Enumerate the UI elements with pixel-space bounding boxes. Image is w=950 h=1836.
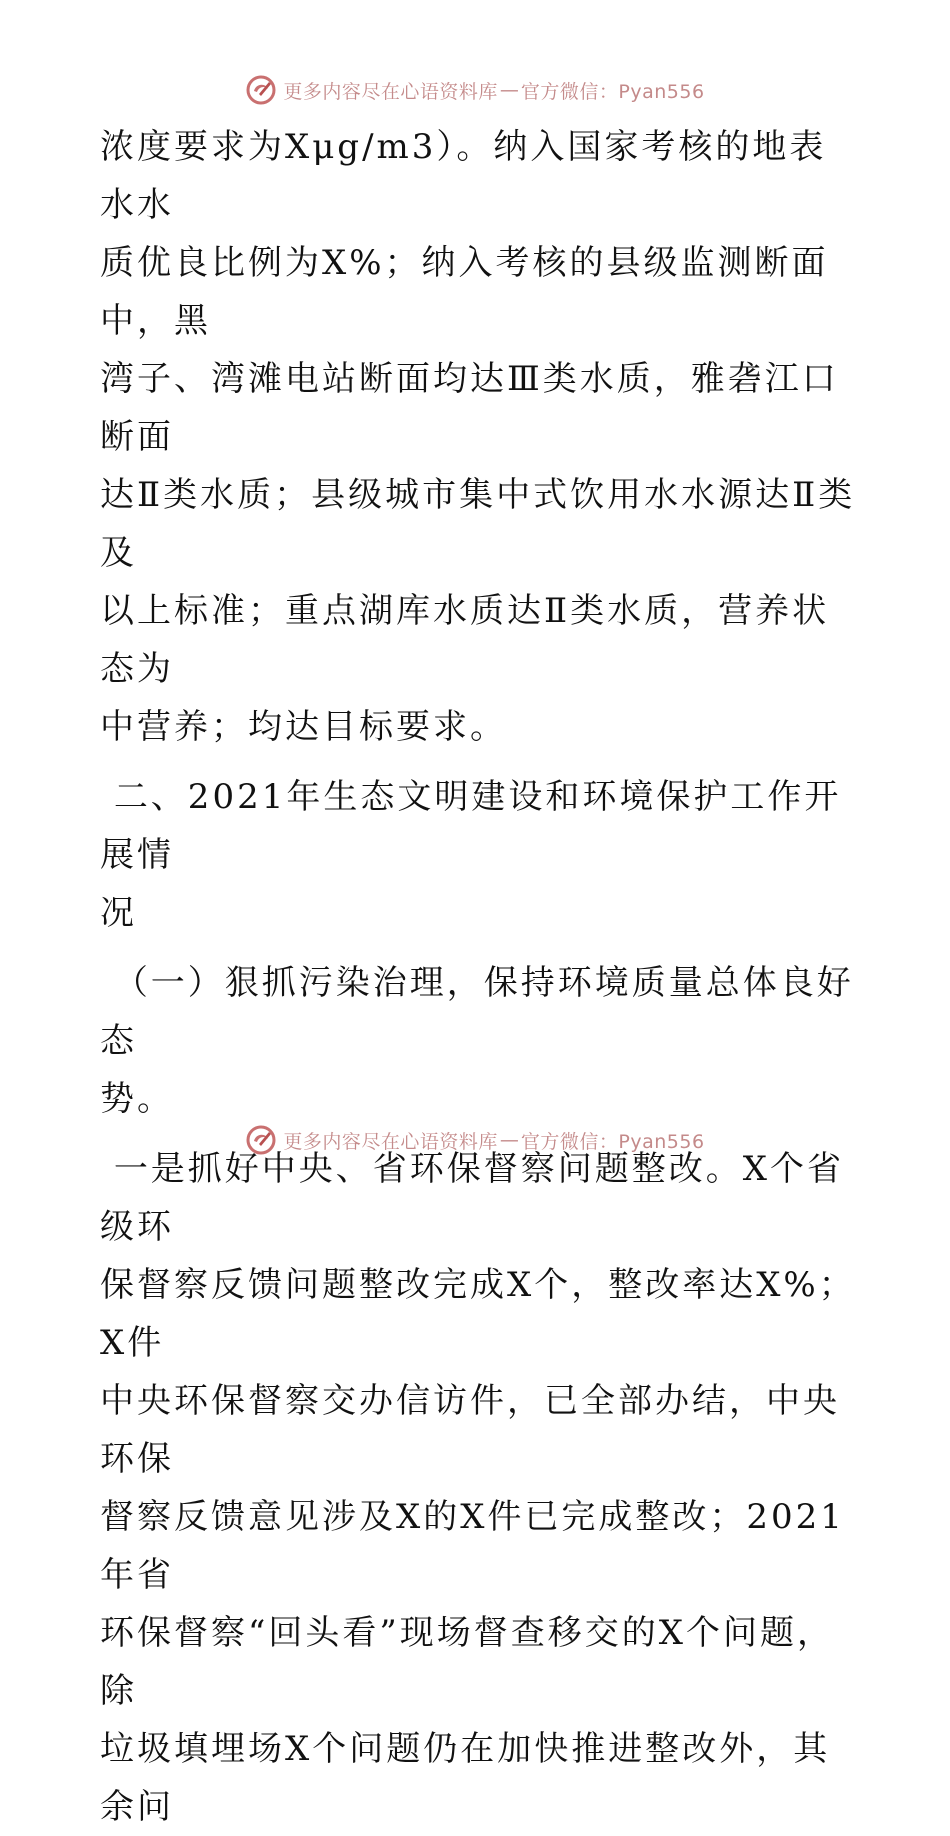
watermark-text: 更多内容尽在心语资料库 (283, 80, 498, 103)
brand-logo-icon (245, 74, 277, 106)
section-heading: 二、2021年生态文明建设和环境保护工作开展情 况 (100, 777, 842, 933)
subsection-heading: （一）狠抓污染治理，保持环境质量总体良好态 势。 (100, 963, 854, 1119)
document-body (100, 118, 860, 1836)
watermark-text: 更多内容尽在心语资料库 (283, 1130, 498, 1153)
paragraph-water-quality: 浓度要求为Xμg/m3）。纳入国家考核的地表水水 质优良比例为X%；纳入考核的县级监测断面中，黑 湾子、湾滩电站断面均达Ⅲ类水质，雅砻江口断面 达Ⅱ类水质；县级城市集中式饮用水水源达Ⅱ类及 以上标准；重点湖库水质达Ⅱ类水质，营养状态为 中营养；均达目标要求。 (100, 127, 856, 747)
brand-logo-icon (245, 1124, 277, 1156)
watermark-header (0, 70, 950, 110)
watermark-contact: 官方微信：Pyan556 (520, 80, 705, 103)
watermark-separator: — (499, 1129, 519, 1151)
watermark-contact: 官方微信：Pyan556 (520, 1130, 705, 1153)
watermark-separator: — (499, 79, 519, 101)
watermark-footer (0, 1120, 950, 1160)
paragraph-inspection-rectification: 一是抓好中央、省环保督察问题整改。X个省级环 保督察反馈问题整改完成X个，整改率达X%；X件 中央环保督察交办信访件，已全部办结，中央环保 督察反馈意见涉及X的X件已完成整改；2021年省 环保督察“回头看”现场督查移交的X个问题，除 垃圾填埋场X个问题仍在加快推进整改外，其余问 (100, 1149, 856, 1827)
